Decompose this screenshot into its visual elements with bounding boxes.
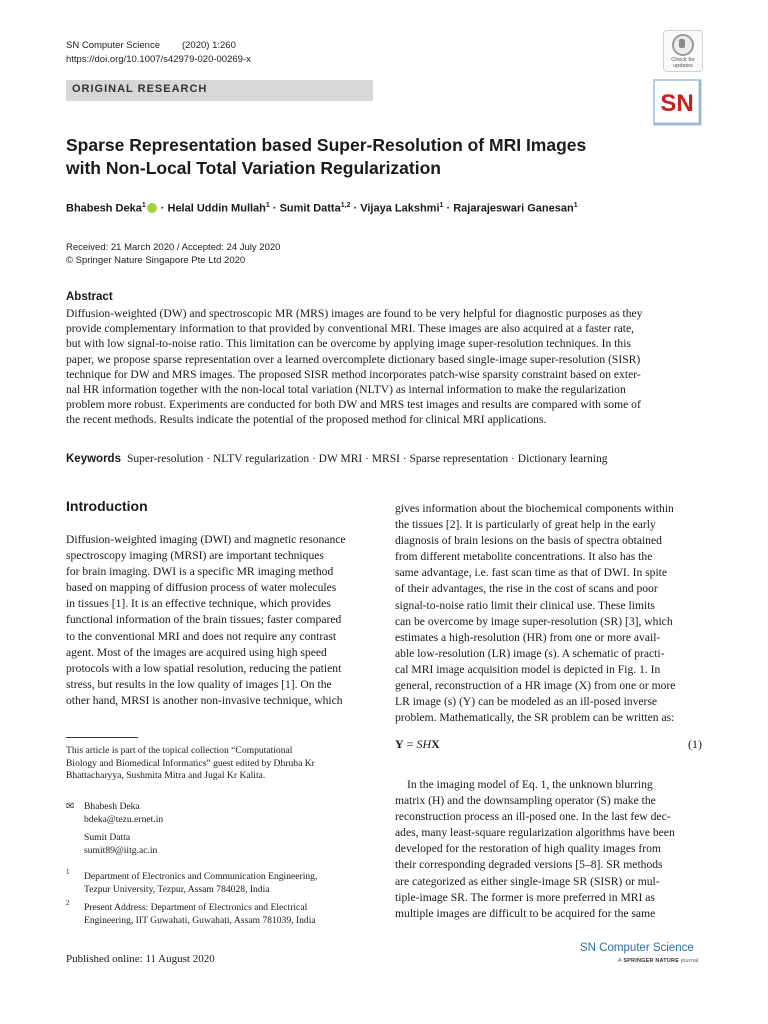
equation-equals: = [403,737,417,751]
footnote-line: Biology and Biomedical Informatics” guest edited by Dhruba Kr [66,757,315,769]
equation-lhs: Y [395,737,404,751]
body-line: from different metabolite concentrations. It also has the [395,550,653,564]
body-line: agent. Most of the images are acquired using high speed [66,645,327,659]
introduction-left-column [66,532,368,709]
equation-1 [395,737,702,752]
body-line: Diffusion-weighted imaging (DWI) and magnetic resonance [66,533,346,546]
affiliation-1 [84,871,374,896]
affiliation-2 [84,902,374,927]
author-separator: · [350,202,361,215]
abstract-line: problem more robust. Experiments are conducted for both DW and MRS test images and results are compared with some of [66,398,641,412]
author-name[interactable]: Sumit Datta [279,202,341,215]
introduction-heading: Introduction [66,498,148,514]
sn-logo-text: SN [660,90,694,117]
author-affiliation: 1 [573,202,578,209]
author-affiliation: 1 [265,202,270,209]
article-type: ORIGINAL RESEARCH [72,83,208,95]
contact-name: Sumit Datta [84,832,131,843]
contact-name: Bhabesh Deka [84,801,140,812]
body-line: to the conventional MRI and does not require any contrast [66,629,337,643]
journal-citation [66,40,236,51]
abstract-line: paper, we propose sparse representation over a learned overcomplete dictionary based single-image super-resolution (SISR) [66,352,641,366]
author-affiliation: 1,2 [340,202,351,209]
body-line: multiple images are difficult to be acquired for the same [395,906,656,920]
paper-title [66,134,626,180]
body-line: of their advantages, the rise in the cost of scans and poor [395,582,658,596]
footnote-divider [66,737,138,738]
body-line: protocols with a low spatial resolution, reducing the patient [66,661,342,675]
footnote-line: This article is part of the topical collection “Computational [66,745,293,756]
bookmark-icon [672,34,694,56]
check-for-updates-label: Check for updates [671,57,695,69]
body-line: spectroscopy imaging (MRSI) are important techniques [66,549,324,563]
author-list [66,202,578,215]
author-affiliation: 1 [141,202,146,209]
keywords-text: Super-resolution · NLTV regularization · DW MRI · MRSI · Sparse representation · Dictionary learning [126,453,608,465]
body-line: cal MRI image acquisition model is depicted in Fig. 1. In [395,662,661,676]
keywords-label: Keywords [66,453,121,465]
keywords [66,453,608,465]
author-name[interactable]: Vijaya Lakshmi [360,202,440,215]
publisher-name: SPRINGER NATURE [623,958,680,964]
body-line: functional information of the brain tissues; faster compared [66,613,342,627]
body-line: their corresponding degraded versions [5–8]. SR methods [395,858,663,872]
affiliation-number: 2 [66,899,70,907]
orcid-icon[interactable] [147,203,157,213]
abstract-line: but with low signal-to-noise ratio. This limitation can be overcome by applying image super-resolution techniques. In this [66,337,631,351]
sn-logo-icon [652,78,702,126]
introduction-right-column [395,501,702,726]
body-line: are categorized as either single-image SR (SISR) or mul- [395,874,660,888]
contact-email[interactable]: bdeka@tezu.ernet.in [84,813,164,825]
contact-email[interactable]: sumit89@iitg.ac.in [84,844,158,856]
copyright-notice: © Springer Nature Singapore Pte Ltd 2020 [66,255,246,266]
body-line: general, reconstruction of a HR image (X) from one or more [395,679,676,693]
body-line: estimates a high-resolution (HR) from one or more avail- [395,630,661,644]
footnote-line: Bhattacharyya, Sushmita Mitra and Jugal Kr Kalita. [66,770,266,781]
doi-link[interactable]: https://doi.org/10.1007/s42979-020-00269-x [66,54,251,65]
body-line: the tissues [2]. It is particularly of great help in the early [395,518,656,532]
volume-info: (2020) 1:260 [181,40,236,51]
body-line: gives information about the biochemical components within [395,502,674,515]
body-line: same advantage, i.e. fast scan time as that of DWI. In spite [395,566,668,580]
body-line: signal-to-noise ratio limit their clinical use. These limits [395,598,655,612]
equation-variable: X [431,737,440,751]
author-affiliation: 1 [439,202,444,209]
published-date: Published online: 11 August 2020 [66,953,215,965]
body-line: stress, but results in the low quality of images [1]. On the [66,677,332,691]
title-line-1: Sparse Representation based Super-Resolution of MRI Images [66,135,587,155]
author-name[interactable]: Bhabesh Deka [66,202,142,215]
body-line: tiple-image SR. The former is more preferred in MRI as [395,890,655,904]
title-line-2: with Non-Local Total Variation Regularization [66,158,441,178]
introduction-right-column-continued [395,777,702,922]
corresponding-author-1 [84,801,163,826]
corresponding-author-2 [84,832,157,857]
abstract-line: Diffusion-weighted (DW) and spectroscopic MR (MRS) images are found to be very helpful for diagnostic purposes as they [66,307,643,320]
abstract-heading: Abstract [66,291,113,303]
body-line: able low-resolution (LR) image (s). A schematic of practi- [395,646,665,660]
author-separator: · [269,202,280,215]
article-history [66,241,280,267]
author-name[interactable]: Rajarajeswari Ganesan [453,202,574,215]
body-line: diagnosis of brain lesions on the basis of spectra obtained [395,534,662,548]
body-line: matrix (H) and the downsampling operator (S) make the [395,794,656,808]
topical-collection-note [66,745,368,783]
abstract-line: nal HR information together with the non-local total variation (NLTV) as internal information to make the regularization [66,383,626,397]
received-accepted-dates: Received: 21 March 2020 / Accepted: 24 July 2020 [66,242,281,253]
body-line: reconstruction process an ill-posed one. In the last few dec- [395,810,671,824]
affiliation-line: Tezpur University, Tezpur, Assam 784028, India [84,883,270,895]
check-for-updates-badge[interactable] [663,30,703,72]
affiliation-line: Engineering, IIT Guwahati, Guwahati, Assam 781039, India [84,914,316,926]
body-line: LR image (s) (Y) can be modeled as an ill-posed inverse [395,695,658,709]
publisher-suffix: journal [680,958,699,964]
springer-nature-logo [618,958,699,964]
affiliation-number: 1 [66,868,70,876]
body-line: problem. Mathematically, the SR problem can be written as: [395,711,675,725]
body-line: other hand, MRSI is another non-invasive technique, which [66,693,343,707]
body-line: can be overcome by image super-resolution (SR) [3], which [395,614,673,628]
envelope-icon: ✉ [66,801,75,812]
abstract-line: provide complementary information to that provided by conventional MRI. These images are also acquired at a faster rate, [66,322,635,336]
abstract-line: technique for DW and MRS images. The proposed SISR method incorporates patch-wise sparsity constraint based on exter- [66,367,641,381]
author-separator: · [157,202,168,215]
affiliation-line: Department of Electronics and Communication Engineering, [84,871,318,882]
body-line: for brain imaging. DWI is a specific MR imaging method [66,565,334,579]
footer-journal-name: SN Computer Science [580,942,694,954]
body-line: based on mapping of diffusion process of water molecules [66,581,337,595]
affiliation-line: Present Address: Department of Electronics and Electrical [84,902,308,913]
equation-number[interactable]: (1) [688,737,702,751]
abstract-body [66,306,702,428]
author-separator: · [443,202,454,215]
equation-operators: SH [416,737,432,751]
body-line: In the imaging model of Eq. 1, the unknown blurring [407,778,653,791]
body-line: in tissues [1]. It is an effective technique, which provides [66,597,331,611]
journal-name: SN Computer Science [66,40,160,51]
body-line: ades, many least-square regularization algorithms have been [395,826,675,840]
author-name[interactable]: Helal Uddin Mullah [167,202,266,215]
abstract-line: the recent methods. Results indicate the potential of the proposed method for clinical MRI applications. [66,413,547,427]
body-line: developed for the restoration of high quality images from [395,842,661,856]
publisher-prefix: A [618,958,622,964]
